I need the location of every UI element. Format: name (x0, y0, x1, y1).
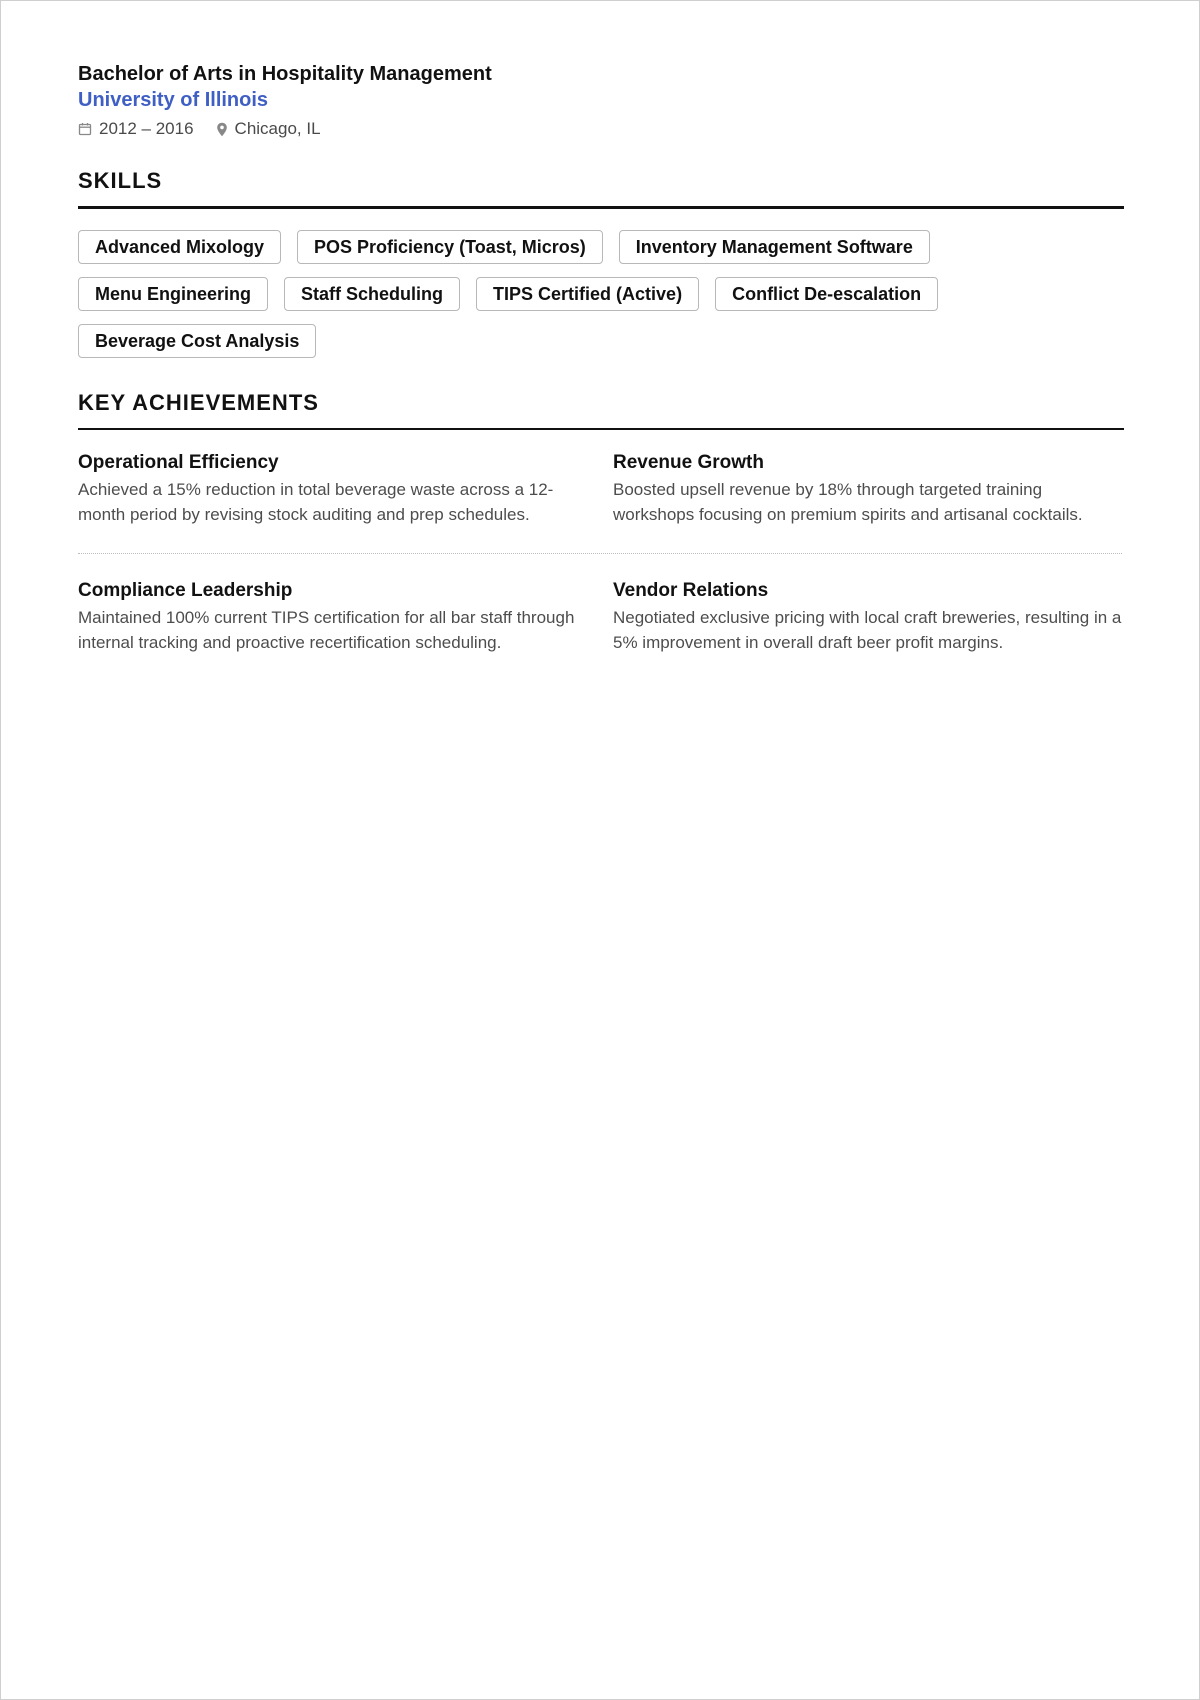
achievements-grid (78, 451, 1124, 655)
education-entry (78, 61, 1124, 141)
skill-tag: Beverage Cost Analysis (78, 324, 316, 358)
achievements-divider (78, 428, 1124, 430)
skills-divider (78, 206, 1124, 209)
achievement-item (613, 451, 1122, 527)
achievement-title: Vendor Relations (613, 580, 769, 601)
achievement-text: Achieved a 15% reduction in total beverage waste across a 12-month period by revising stock auditing and prep schedules. (78, 480, 554, 524)
achievement-text: Boosted upsell revenue by 18% through targeted training workshops focusing on premium spirits and artisanal cocktails. (613, 480, 1083, 524)
achievement-title: Revenue Growth (613, 452, 764, 473)
achievement-row-divider (78, 553, 1122, 554)
skill-tag: Menu Engineering (78, 277, 268, 311)
education-location: Chicago, IL (234, 119, 321, 138)
skill-tag: Advanced Mixology (78, 230, 281, 264)
achievement-text: Maintained 100% current TIPS certification for all bar staff through internal tracking and proactive recertification scheduling. (78, 608, 575, 652)
education-meta (78, 117, 1124, 141)
degree-title: Bachelor of Arts in Hospitality Management (78, 63, 492, 85)
calendar-icon (78, 122, 92, 136)
skill-tag: Conflict De-escalation (715, 277, 938, 311)
resume-content (78, 61, 1124, 655)
achievement-title: Compliance Leadership (78, 580, 293, 601)
school-name: University of Illinois (78, 89, 269, 111)
map-pin-icon (216, 122, 228, 137)
achievement-item (613, 579, 1122, 655)
skills-heading: SKILLS (78, 168, 163, 193)
achievements-heading: KEY ACHIEVEMENTS (78, 390, 319, 415)
achievement-item (78, 579, 587, 655)
skill-tag: POS Proficiency (Toast, Micros) (297, 230, 603, 264)
education-dates: 2012 – 2016 (99, 119, 194, 138)
skill-tag: Inventory Management Software (619, 230, 930, 264)
achievement-item (78, 451, 587, 527)
skill-tag: TIPS Certified (Active) (476, 277, 699, 311)
skill-tag: Staff Scheduling (284, 277, 460, 311)
achievement-text: Negotiated exclusive pricing with local craft breweries, resulting in a 5% improvement in overall draft beer profit margins. (613, 608, 1122, 652)
achievement-title: Operational Efficiency (78, 452, 279, 473)
skills-list (78, 230, 1078, 358)
